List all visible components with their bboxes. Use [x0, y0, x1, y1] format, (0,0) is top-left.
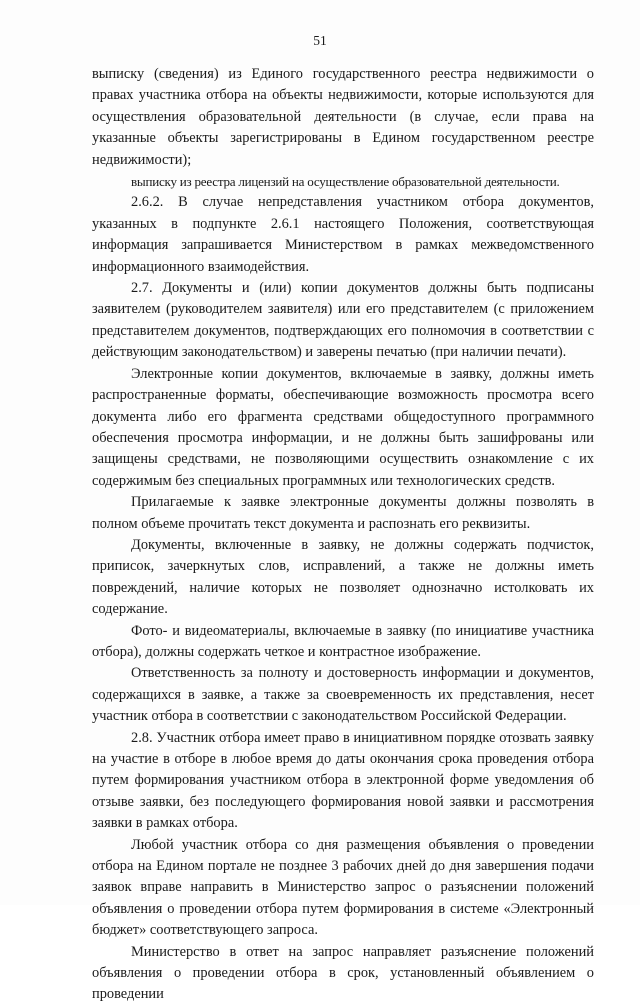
paragraph-2-6-2: 2.6.2. В случае непредставления участником отбора документов, указанных в подпункте 2.6.1 настоящего Положения, соответствующая информация запрашивается Министерством в рамках межведомственного информационного взаимодействия.	[92, 194, 594, 275]
paragraph-clarification-request: Любой участник отбора со дня размещения объявления о проведении отбора на Едином портале не позднее 3 рабочих дней до дня завершения подачи заявок вправе направить в Министерство запрос о разъяснении положений объявления о проведении отбора путем формирования в системе «Электронный бюджет» соответствующего запроса.	[92, 836, 594, 939]
paragraph-photo-video: Фото- и видеоматериалы, включаемые в заявку (по инициативе участника отбора), должны содержать четкое и контрастное изображение.	[92, 622, 594, 660]
paragraph-extract-real-estate: выписку (сведения) из Единого государственного реестра недвижимости о правах участника отбора на объекты недвижимости, которые используются для осуществления образовательной деятельности (в случае, если права на указанные объекты зарегистрированы в Едином государственном реестре недвижимости);	[92, 66, 594, 168]
paragraph-responsibility: Ответственность за полноту и достоверность информации и документов, содержащихся в заявке, а также за своевременность их представления, несет участник отбора в соответствии с законодательством Российской Федерации.	[92, 665, 594, 725]
document-body	[92, 64, 594, 1006]
paragraph-attached-documents: Прилагаемые к заявке электронные документы должны позволять в полном объеме прочитать текст документа и распознать его реквизиты.	[92, 494, 594, 532]
paragraph-2-8: 2.8. Участник отбора имеет право в инициативном порядке отозвать заявку на участие в отборе в любое время до даты окончания срока проведения отбора путем формирования участником отбора в электронной форме уведомления об отзыве заявки, без последующего формирования новой заявки и рассмотрения заявки в рамках отбора.	[92, 729, 594, 832]
paragraph-ministry-response: Министерство в ответ на запрос направляет разъяснение положений объявления о проведении отбора в срок, установленный объявлением о проведении	[92, 943, 594, 1003]
paragraph-no-erasures: Документы, включенные в заявку, не должны содержать подчисток, приписок, зачеркнутых слов, исправлений, а также не должны иметь повреждений, наличие которых не позволяет однозначно истолковать их содержание.	[92, 536, 594, 618]
paragraph-2-7: 2.7. Документы и (или) копии документов должны быть подписаны заявителем (руководителем заявителя) или его представителем (с приложением представителем документов, подтверждающих его полномочия в соответствии с действующим законодательством) и заверены печатью (при наличии печати).	[92, 280, 594, 361]
paragraph-electronic-copies: Электронные копии документов, включаемые в заявку, должны иметь распространенные форматы, обеспечивающие возможность просмотра всего документа либо его фрагмента средствами общедоступного программного обеспечения просмотра информации, и не должны быть зашифрованы или защищены средствами, не позволяющими осуществить ознакомление с их содержимым без специальных программных или технологических средств.	[92, 365, 594, 489]
page-number: 51	[313, 33, 327, 48]
paragraph-extract-licenses: выписку из реестра лицензий на осуществление образовательной деятельности.	[131, 174, 560, 190]
